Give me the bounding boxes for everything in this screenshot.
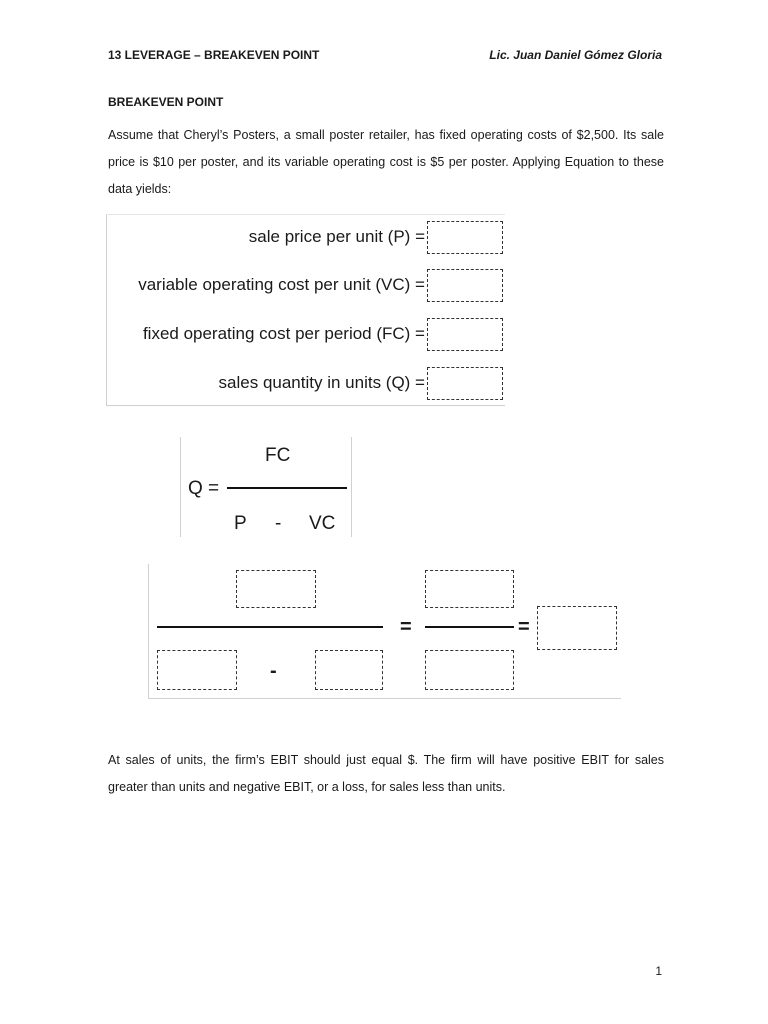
- formula-denominator-right: VC: [309, 513, 336, 534]
- breakeven-formula: [180, 437, 352, 537]
- calc-box-variable-cost[interactable]: [315, 650, 383, 690]
- section-title: BREAKEVEN POINT: [108, 95, 224, 109]
- calc-box-final-result[interactable]: [537, 606, 617, 650]
- calc-box-numerator-result[interactable]: [425, 570, 514, 608]
- calc-equals-2: =: [518, 616, 530, 638]
- calc-fraction-bar-2: [425, 626, 514, 628]
- variable-row-price: [249, 219, 503, 255]
- variable-label-quantity: sales quantity in units (Q) =: [218, 373, 425, 392]
- conclusion-part-4: units and negative EBIT, or a loss, for sales less than: [178, 780, 476, 794]
- calculation-panel: [148, 564, 621, 699]
- answer-box-variable-cost[interactable]: [427, 269, 503, 302]
- header-left: 13 LEVERAGE – BREAKEVEN POINT: [108, 48, 320, 62]
- formula-fraction-bar: [227, 487, 347, 489]
- calc-box-denominator-result[interactable]: [425, 650, 514, 690]
- answer-box-fixed-cost[interactable]: [427, 318, 503, 351]
- conclusion-paragraph: [108, 747, 664, 801]
- conclusion-part-1: At sales of: [108, 753, 177, 767]
- answer-box-price[interactable]: [427, 221, 503, 254]
- answer-box-quantity[interactable]: [427, 367, 503, 400]
- calc-fraction-bar-1: [157, 626, 383, 628]
- variable-row-variable-cost: [138, 267, 503, 303]
- variable-label-fixed-cost: fixed operating cost per period (FC) =: [142, 324, 425, 343]
- page-number: 1: [655, 964, 662, 978]
- calc-box-numerator[interactable]: [236, 570, 316, 608]
- calc-equals-1: =: [400, 616, 412, 638]
- variable-row-quantity: [219, 365, 503, 401]
- formula-denominator-op: -: [275, 513, 282, 534]
- formula-denominator-left: P: [234, 513, 247, 534]
- intro-paragraph: Assume that Cheryl’s Posters, a small poster retailer, has fixed operating costs of $2,500. Its sale price is $10 per poster, and its variable operating cost is $5 per poster. Applying Equation to these data yields:: [108, 128, 664, 196]
- conclusion-part-3: . The firm will have positive EBIT for sales greater than: [108, 753, 665, 794]
- conclusion-part-2: units, the firm’s EBIT should just equal $: [176, 753, 415, 767]
- variable-row-fixed-cost: [143, 316, 503, 352]
- variable-label-variable-cost: variable operating cost per unit (VC) =: [138, 275, 425, 294]
- header-right: Lic. Juan Daniel Gómez Gloria: [489, 48, 662, 62]
- conclusion-part-5: units.: [475, 780, 506, 794]
- formula-numerator: FC: [265, 445, 291, 466]
- calc-minus: -: [270, 660, 277, 682]
- calc-box-price[interactable]: [157, 650, 237, 690]
- variable-label-price: sale price per unit (P) =: [248, 227, 425, 246]
- variables-panel: [106, 214, 505, 406]
- formula-lhs: Q =: [188, 478, 220, 499]
